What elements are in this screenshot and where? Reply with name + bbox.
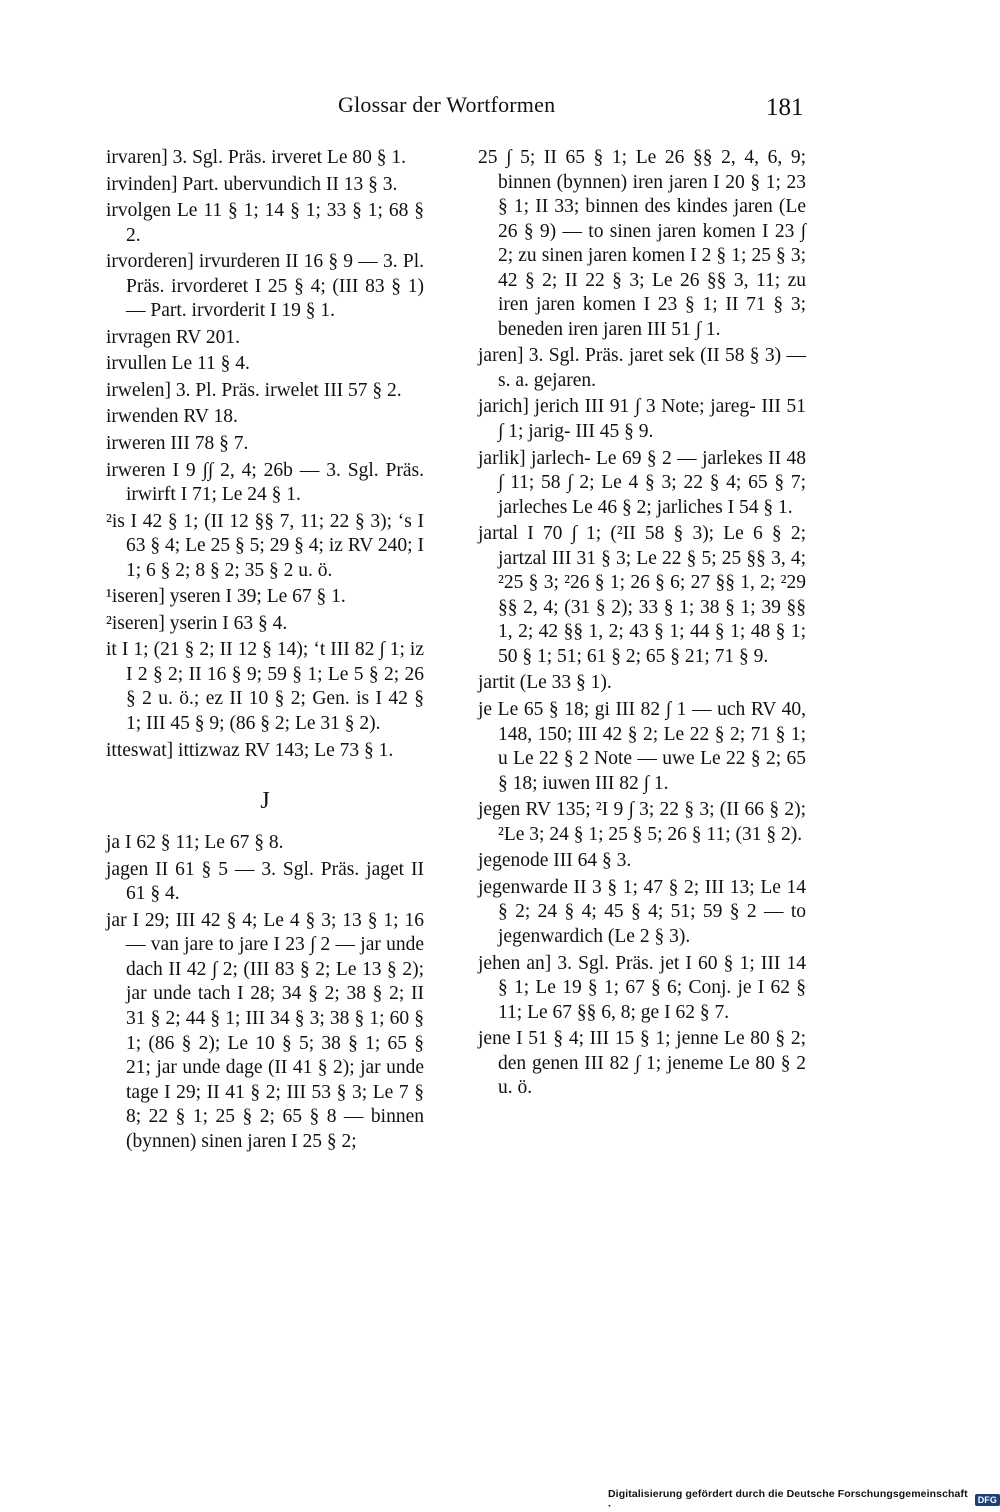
page-number: 181 — [766, 94, 804, 121]
glossary-entry: jegenwarde II 3 § 1; 47 § 2; III 13; Le 14 § 2; 24 § 4; 45 § 4; 51; 59 § 2 — to jegenwardich (Le 2 § 3). — [478, 876, 806, 947]
glossary-column-left — [106, 146, 424, 1156]
entries-before-list — [106, 146, 424, 763]
running-header-title: Glossar der Wortformen — [338, 92, 556, 117]
glossary-entry: irvolgen Le 11 § 1; 14 § 1; 33 § 1; 68 § 2. — [106, 200, 424, 246]
glossary-entry: irvinden] Part. ubervundich II 13 § 3. — [106, 173, 398, 195]
glossary-entry: irweren III 78 § 7. — [106, 433, 249, 455]
glossary-entry: itteswat] ittizwaz RV 143; Le 73 § 1. — [106, 739, 394, 761]
section-letter-heading: J — [260, 788, 270, 815]
glossary-entry: irvorderen] irvurderen II 16 § 9 — 3. Pl. Präs. irvorderet I 25 § 4; (III 83 § 1) — Part. irvorderit I 19 § 1. — [106, 251, 424, 322]
glossary-entry: it I 1; (21 § 2; II 12 § 14); ‘t III 82 ∫ 1; iz I 2 § 2; II 16 § 9; 59 § 1; Le 5 § 2; 26 § 2 u. ö.; ez II 10 § 2; Gen. is I 42 § 1; III 45 § 9; (86 § 2; Le 31 § 2). — [106, 639, 424, 735]
glossary-entry: jarlik] jarlech- Le 69 § 2 — jarlekes II 48 ∫ 11; 58 ∫ 2; Le 4 § 3; 22 § 4; 65 § 7; jarleches Le 46 § 2; jarliches I 54 § 1. — [478, 447, 806, 518]
glossary-entry: jehen an] 3. Sgl. Präs. jet I 60 § 1; III 14 § 1; Le 19 § 1; 67 § 6; Conj. je I 62 § 11; Le 67 §§ 6, 8; ge I 62 § 7. — [478, 952, 806, 1023]
entries-right-list — [478, 146, 806, 1101]
dfg-logo-icon: DFG — [975, 1494, 1000, 1506]
glossary-entry: jene I 51 § 4; III 15 § 1; jenne Le 80 § 2; den genen III 82 ∫ 1; jeneme Le 80 § 2 u. ö. — [478, 1028, 806, 1099]
credit-text: Digitalisierung gefördert durch die Deutsche Forschungsgemeinschaft · — [608, 1488, 968, 1512]
glossary-entry: ²iseren] yserin I 63 § 4. — [106, 612, 288, 634]
digitization-credit — [608, 1488, 1000, 1512]
glossary-entry: irwenden RV 18. — [106, 406, 238, 428]
glossary-entry: jar I 29; III 42 § 4; Le 4 § 3; 13 § 1; 16 — van jare to jare I 23 ∫ 2 — jar unde dach II 42 ∫ 2; (III 83 § 2; Le 13 § 2); jar unde tach I 28; 34 § 2; 38 § 2; II 31 § 2; 44 § 1; III 34 § 3; 38 § 1; 60 § 1; (86 § 2); Le 10 § 5; 38 § 1; 65 § 21; jar unde dage (II 41 § 2); jar unde tage I 29; II 41 § 2; III 53 § 3; Le 7 § 8; 22 § 1; 25 § 2; 65 § 8 — binnen (bynnen) sinen jaren I 25 § 2; — [106, 909, 424, 1152]
glossary-entry: jaren] 3. Sgl. Präs. jaret sek (II 58 § 3) — s. a. gejaren. — [478, 345, 806, 391]
glossary-entry: irvragen RV 201. — [106, 326, 241, 348]
glossary-entry: je Le 65 § 18; gi III 82 ∫ 1 — uch RV 40, 148, 150; III 42 § 2; Le 22 § 2; 71 § 1; u Le 22 § 2 Note — uwe Le 22 § 2; 65 § 18; iuwen III 82 ∫ 1. — [478, 699, 806, 794]
glossary-entry: jagen II 61 § 5 — 3. Sgl. Präs. jaget II 61 § 4. — [106, 858, 424, 905]
glossary-column-right — [478, 146, 806, 1103]
glossary-entry: jegen RV 135; ²I 9 ∫ 3; 22 § 3; (II 66 § 2); ²Le 3; 24 § 1; 25 § 5; 26 § 11; (31 § 2). — [478, 799, 806, 845]
glossary-entry: irweren I 9 ∫∫ 2, 4; 26b — 3. Sgl. Präs. irwirft I 71; Le 24 § 1. — [106, 459, 424, 506]
glossary-entry: ¹iseren] yseren I 39; Le 67 § 1. — [106, 586, 346, 608]
glossary-entry: ja I 62 § 11; Le 67 § 8. — [106, 832, 284, 854]
glossary-entry: irvaren] 3. Sgl. Präs. irveret Le 80 § 1. — [106, 147, 407, 168]
glossary-entry: jarich] jerich III 91 ∫ 3 Note; jareg- III 51 ∫ 1; jarig- III 45 § 9. — [478, 396, 806, 443]
glossary-entry: ²is I 42 § 1; (II 12 §§ 7, 11; 22 § 3); ‘s I 63 § 4; Le 25 § 5; 29 § 4; iz RV 240; I 1; 6 § 2; 8 § 2; 35 § 2 u. ö. — [106, 510, 424, 581]
glossary-entry: jartit (Le 33 § 1). — [478, 672, 612, 694]
glossary-entry: jegenode III 64 § 3. — [478, 850, 632, 872]
glossary-entry: 25 ∫ 5; II 65 § 1; Le 26 §§ 2, 4, 6, 9; binnen (bynnen) iren jaren I 20 § 1; 23 § 1; II 33; binnen des kindes jaren (Le 26 § 9) — to sinen jaren komen I 23 ∫ 2; zu sinen jaren komen I 2 § 1; 25 § 3; 42 § 2; II 22 § 3; Le 26 §§ 3, 11; zu iren jaren komen I 23 § 1; II 71 § 3; beneden iren jaren III 51 ∫ 1. — [478, 147, 806, 340]
glossary-entry: irwelen] 3. Pl. Präs. irwelet III 57 § 2. — [106, 379, 402, 401]
glossary-entry: irvullen Le 11 § 4. — [106, 353, 250, 375]
entries-after-list — [106, 831, 424, 1154]
glossary-entry: jartal I 70 ∫ 1; (²II 58 § 3); Le 6 § 2; jartzal III 31 § 3; Le 22 § 5; 25 §§ 3, 4; ²25 § 3; ²26 § 1; 26 § 6; 27 §§ 1, 2; ²29 §§ 2, 4; (31 § 2); 33 § 1; 38 § 1; 39 §§ 1, 2; 42 §§ 1, 2; 43 § 1; 44 § 1; 48 § 1; 50 § 1; 51; 61 § 2; 65 § 21; 71 § 9. — [478, 523, 806, 667]
